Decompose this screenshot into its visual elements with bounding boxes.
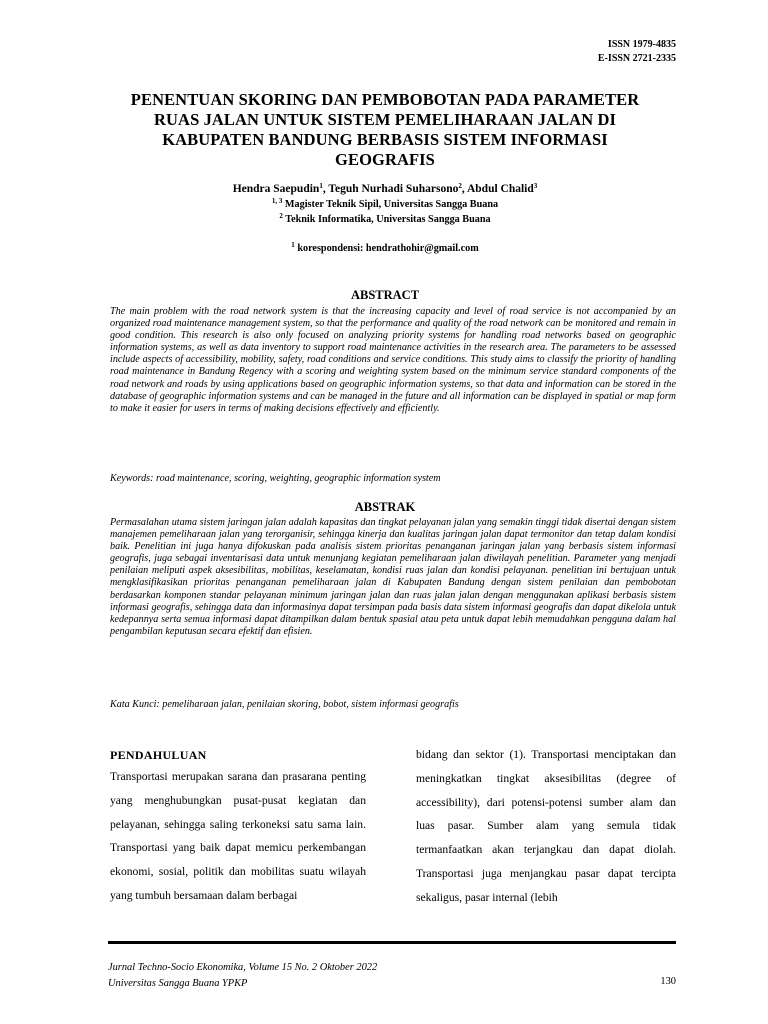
issn-print: ISSN 1979-4835 [607,39,676,50]
abstract-text: The main problem with the road network system is that the increasing capacity and level of road service is not accompanied by an organized road maintenance management system, so that the performance and quality of the road network can be monitored and remain in good condition. This research is also only focused on analyzing priority systems for handling road networks based on geographic information systems, as well as data inventory to support road maintenance activities in the research area. The parameters to be assessed include aspects of accessibility, mobility, safety, road conditions and service conditions. This study aims to classify the priority of handling road maintenance in Bandung Regency with a scoring and weighting system based on the minimum service standard components of the road network and roads by using applications based on geographic information systems, so that data and information can be stored in the database of geographic information systems and can be managed in the future and all information can be displayed in spatial or map form to make it easier for users in terms of making decisions effectively and efficiently. [110,306,676,414]
author-2-sup: 2 [458,182,462,190]
author-separator: , [461,183,467,195]
issn-electronic: E-ISSN 2721-2335 [597,53,676,64]
affiliation-2-sup: 2 [279,212,283,220]
author-3: Abdul Chalid [466,183,534,195]
author-separator: , [322,183,329,195]
abstrak-keywords: Kata Kunci: pemeliharaan jalan, penilaian skoring, bobot, sistem informasi geografis [110,699,459,710]
author-3-sup: 3 [533,182,538,190]
affiliation-1 [100,198,670,212]
footer-journal-info [108,960,676,992]
affiliation-2-text: Teknik Informatika, Universitas Sangga Buana [282,214,491,225]
page-number: 130 [660,976,676,987]
footer-divider [108,941,676,944]
author-1-sup: 1 [319,182,323,190]
author-list [100,182,670,197]
body-text-left: Transportasi merupakan sarana dan prasarana penting yang menghubungkan pusat-pusat kegiatan dan pelayanan, sehingga saling terkoneksi satu sama lain. Transportasi yang baik dapat memicu perkembangan ekonomi, sosial, politik dan mobilitas suatu wilayah yang tumbuh bersamaan dalam berbagai [110,770,366,902]
correspondence-email: korespondensi: hendrathohir@gmail.com [294,243,479,254]
title-line-3: KABUPATEN BANDUNG BERBASIS SISTEM INFORMASI [162,130,608,149]
abstract-heading: ABSTRACT [350,288,420,302]
footer-journal: Jurnal Techno-Socio Ekonomika, Volume 15 No. 2 Oktober 2022 [108,962,378,973]
section-heading-pendahuluan: PENDAHULUAN [110,748,207,762]
affiliation-1-text: Magister Teknik Sipil, Universitas Sangga Buana [282,199,499,210]
abstract-keywords: Keywords: road maintenance, scoring, weighting, geographic information system [110,473,441,484]
body-column-right [416,743,676,910]
abstrak-text: Permasalahan utama sistem jaringan jalan adalah kapasitas dan tingkat pelayanan jalan yang semakin tinggi tidak disertai dengan sistem manajemen pemeliharaan jalan yang terorganisir, sehingga kinerja dan kualitas jaringan jalan dapat termonitor dan tetap dalam kondisi baik. Penelitian ini juga hanya difokuskan pada analisis sistem prioritas penanganan jaringan jalan yang berbasis sistem informasi geografis, juga sebagai inventarisasi data untuk menunjang kegiatan pemeliharaan jalan diwilayah penelitian. Parameter yang menjadi penilaian meliputi aspek aksesibilitas, mobilitas, keselamatan, kondisi ruas jalan dan kondisi pelayanan. penelitian ini bertujuan untuk mengklasifikasikan prioritas penanganan pemeliharaan jalan di Kabupaten Bandung dengan sistem penilaian dan pembobotan berdasarkan komponen standar pelayanan minimum jaringan jalan dan ruas jalan jalan dengan menggunakan aplikasi berbasis sistem informasi geografis, sehingga data dan informasinya dapat tersimpan pada basis data sistem informasi geografis dan dapat dikelola untuk kedepannya serta semua informasi dapat ditampilkan dalam bentuk spasial atau peta untuk dapat lebih memudahkan pengguna dalam hal pengambilan keputusan secara efektif dan efisien. [110,517,676,637]
body-text-right: bidang dan sektor (1). Transportasi menciptakan dan meningkatkan tingkat aksesibilitas (degree of accessibility), dari potensi-potensi sumber alam dan luas pasar. Sumber alam yang semula tidak termanfaatkan akan terjangkau dan dapat diolah. Transportasi juga menjangkau pasar dapat tercipta sekaligus, pasar internal (lebih [416,748,676,904]
abstrak-heading: ABSTRAK [354,500,416,514]
author-1: Hendra Saepudin [232,183,320,195]
title-line-4: GEOGRAFIS [335,150,435,169]
correspondence [100,242,670,256]
title-line-2: RUAS JALAN UNTUK SISTEM PEMELIHARAAN JALAN DI [154,110,616,129]
body-column-left [110,746,366,908]
affiliation-1-sup: 1, 3 [271,197,283,205]
correspondence-sup: 1 [291,241,295,249]
issn-block [598,38,676,66]
paper-title [100,90,670,170]
title-line-1: PENENTUAN SKORING DAN PEMBOBOTAN PADA PARAMETER [130,90,640,109]
affiliation-2 [100,213,670,227]
footer-publisher: Universitas Sangga Buana YPKP [108,978,248,989]
author-2: Teguh Nurhadi Suharsono [328,183,459,195]
